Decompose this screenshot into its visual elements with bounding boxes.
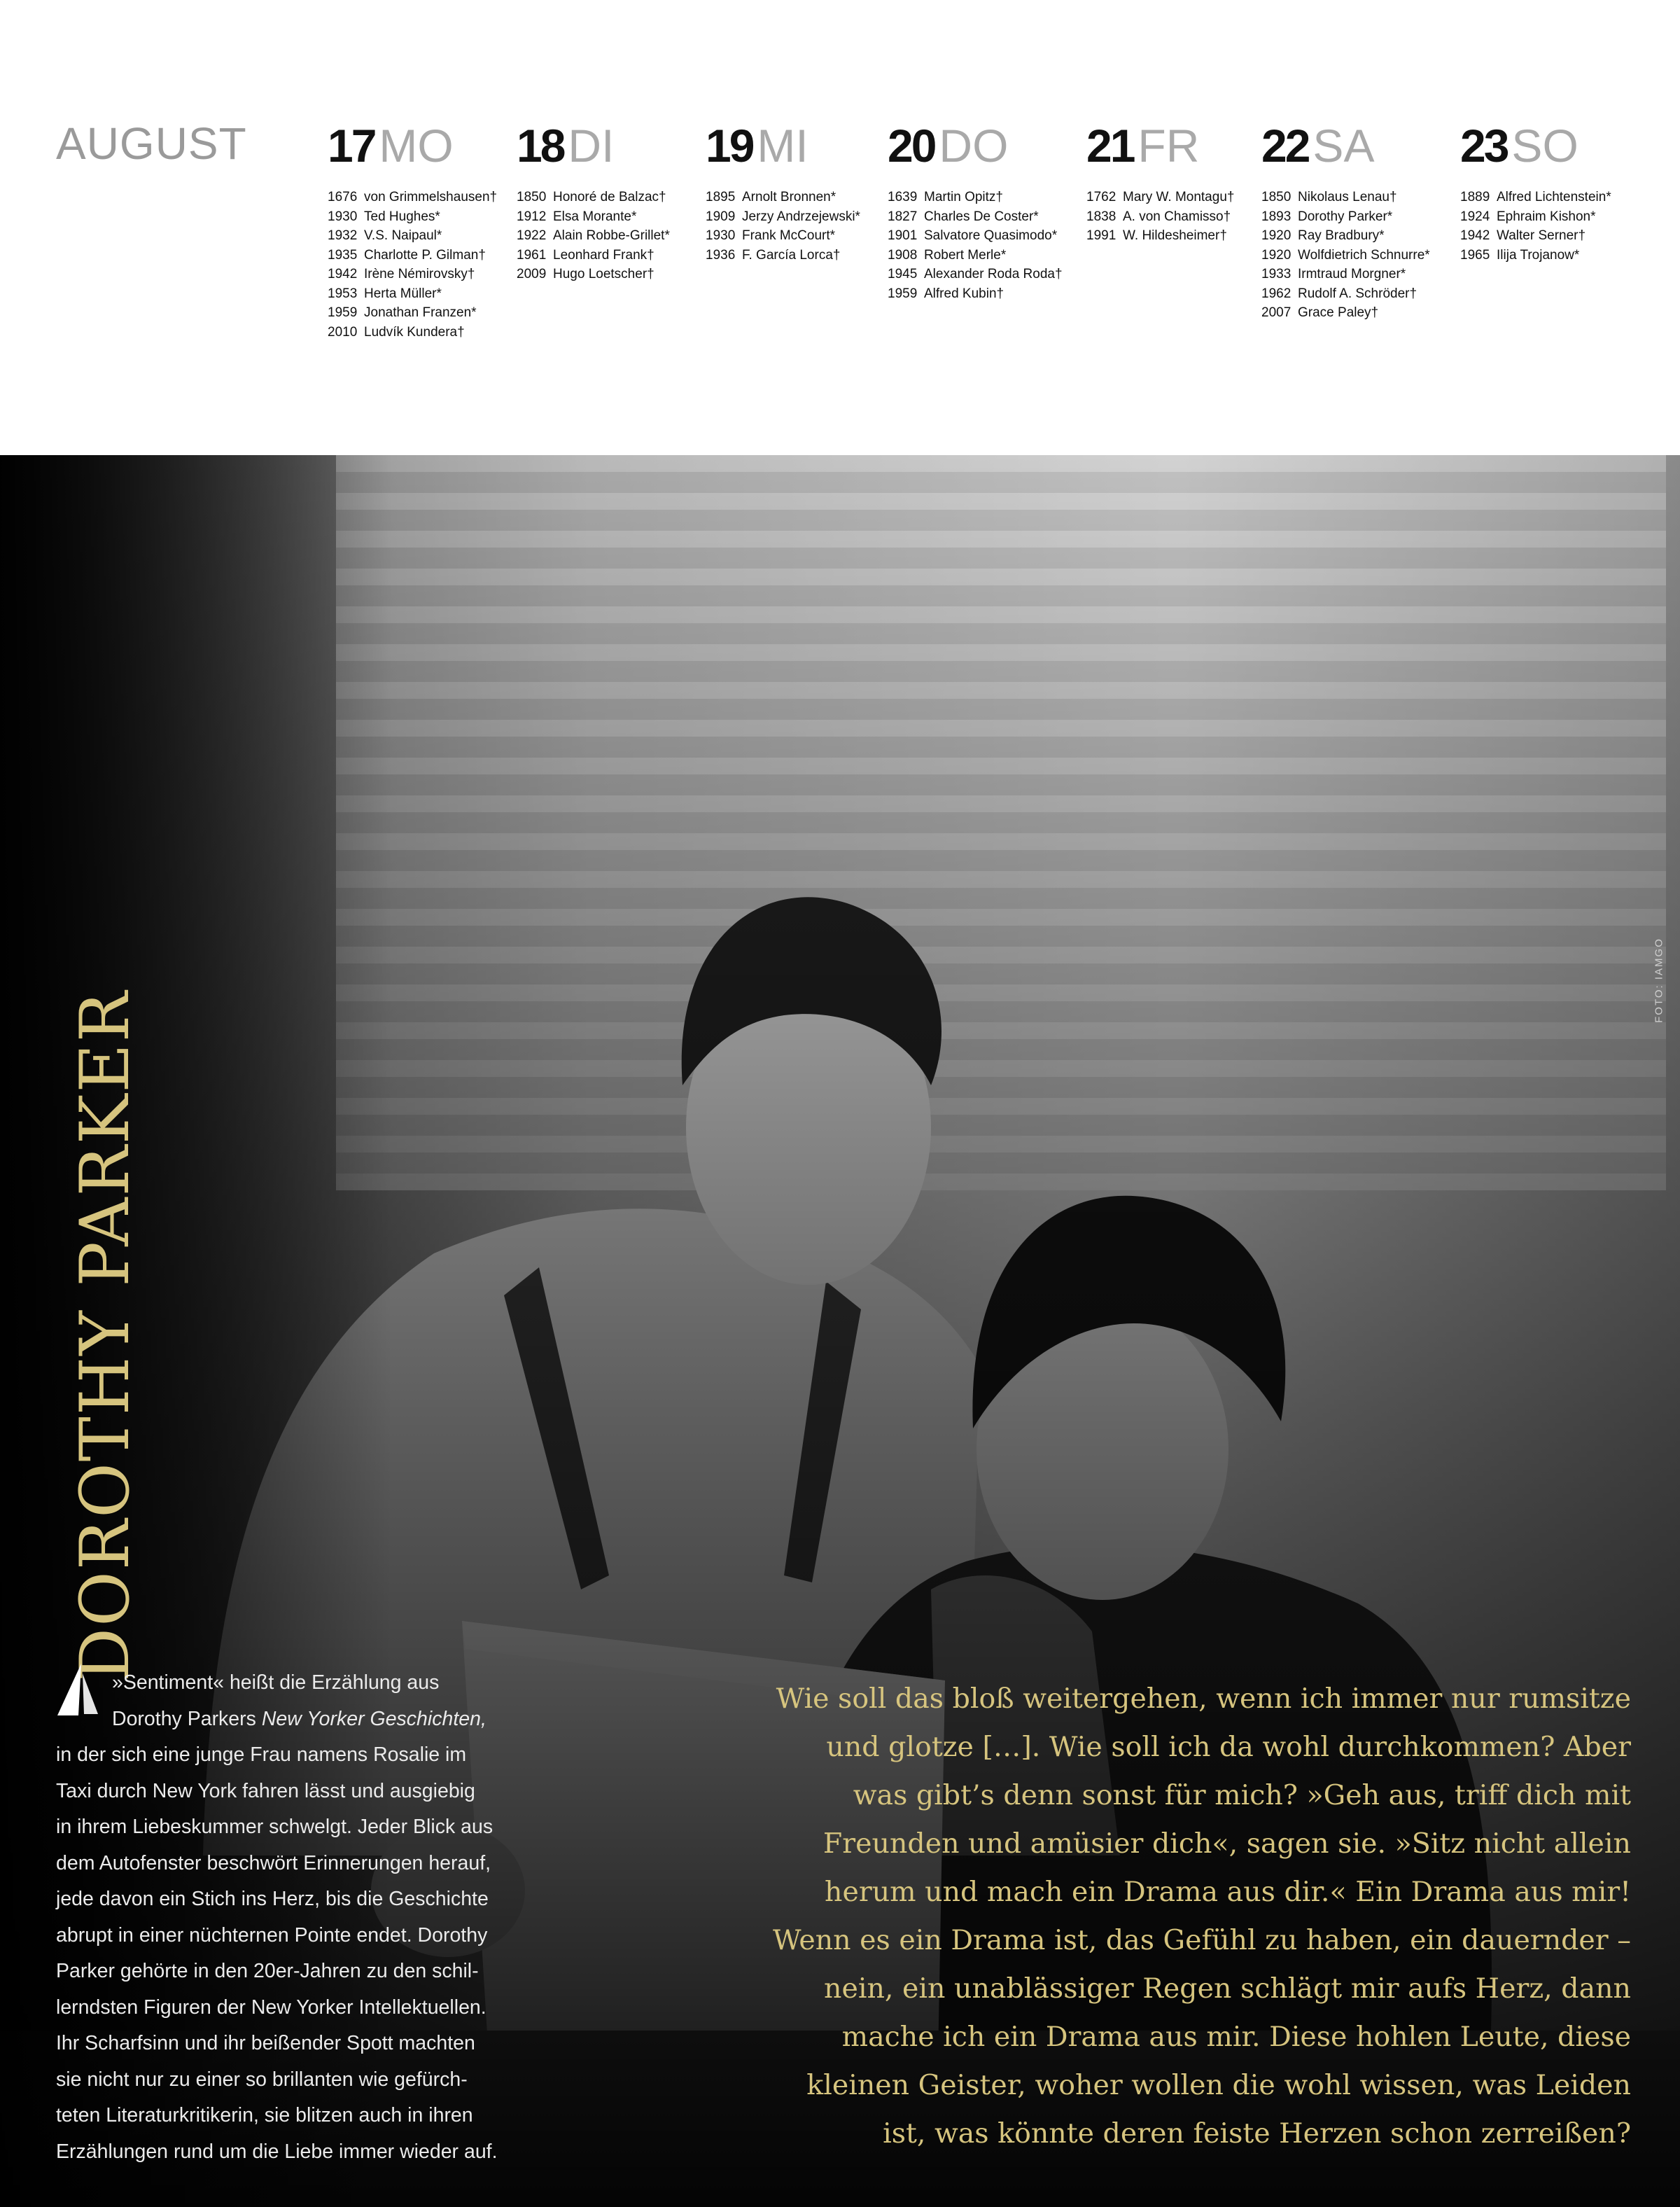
description-line: in der sich eine junge Frau namens Rosalie im xyxy=(56,1743,467,1766)
anniversary-entry: 1930 Frank McCourt* xyxy=(706,228,836,243)
description-line: sie nicht nur zu einer so brillanten wie gefürch- xyxy=(56,2068,468,2091)
day-column-21 xyxy=(1086,118,1234,246)
day-number: 19 xyxy=(706,120,753,172)
description-line: Taxi durch New York fahren lässt und ausgiebig xyxy=(56,1779,475,1802)
day-number: 21 xyxy=(1086,120,1134,172)
description-line: lerndsten Figuren der New Yorker Intellektuellen. xyxy=(56,1996,486,2019)
anniversary-entry: 1953 Herta Müller* xyxy=(328,286,442,301)
description-line: Parker gehörte in den 20er-Jahren zu den schil- xyxy=(56,1960,479,1982)
anniversary-entry: 1901 Salvatore Quasimodo* xyxy=(888,228,1058,243)
feature-title: DOROTHY PARKER xyxy=(66,990,144,1682)
photo-credit: FOTO: IAMGO xyxy=(1653,938,1665,1023)
feature-description xyxy=(56,1665,567,2170)
day-column-22 xyxy=(1261,118,1430,323)
anniversary-entry: 1924 Ephraim Kishon* xyxy=(1460,209,1596,224)
day-number: 17 xyxy=(328,120,375,172)
day-name: DO xyxy=(939,120,1009,172)
quote-line: ist, was könnte deren feiste Herzen schon zerreißen? xyxy=(883,2117,1631,2150)
anniversary-entry: 1676 von Grimmelshausen† xyxy=(328,190,498,204)
anniversary-entry: 1942 Walter Serner† xyxy=(1460,228,1586,243)
day-number: 23 xyxy=(1460,120,1508,172)
day-name: MI xyxy=(757,120,808,172)
day-number: 22 xyxy=(1261,120,1309,172)
quote-line: Wie soll das bloß weitergehen, wenn ich immer nur rumsitze xyxy=(776,1683,1631,1715)
anniversary-entry: 1936 F. García Lorca† xyxy=(706,247,841,263)
description-line: teten Literaturkritikerin, sie blitzen auch in ihren xyxy=(56,2104,473,2126)
month-label: AUGUST xyxy=(56,118,247,169)
day-column-17 xyxy=(328,118,497,342)
anniversary-entry: 1930 Ted Hughes* xyxy=(328,209,440,224)
anniversary-entry: 1959 Jonathan Franzen* xyxy=(328,305,477,320)
day-name: SA xyxy=(1312,120,1375,172)
day-name: SO xyxy=(1511,120,1578,172)
quote-line: Freunden und amüsier dich«, sagen sie. »Sitz nicht allein xyxy=(822,1827,1631,1860)
anniversary-entry: 1912 Elsa Morante* xyxy=(517,209,637,224)
quote-line: herum und mach ein Drama aus dir.« Ein Drama aus mir! xyxy=(825,1876,1631,1908)
quote-line: was gibt’s denn sonst für mich? »Geh aus, triff dich mit xyxy=(853,1779,1631,1811)
anniversary-entry: 2010 Ludvík Kundera† xyxy=(328,324,465,340)
anniversary-entry: 1962 Rudolf A. Schröder† xyxy=(1261,286,1418,301)
day-column-23 xyxy=(1460,118,1611,265)
anniversary-entry: 1961 Leonhard Frank† xyxy=(517,247,654,263)
anniversary-entry: 1932 V.S. Naipaul* xyxy=(328,228,442,243)
day-name: FR xyxy=(1138,120,1200,172)
day-number: 18 xyxy=(517,120,564,172)
anniversary-entry: 2009 Hugo Loetscher† xyxy=(517,267,654,281)
quote-line: nein, ein unablässiger Regen schlägt mir aufs Herz, dann xyxy=(824,1972,1631,2005)
anniversary-entry: 1933 Irmtraud Morgner* xyxy=(1261,267,1406,281)
anniversary-entry: 1639 Martin Opitz† xyxy=(888,190,1003,204)
description-line: dem Autofenster beschwört Erinnerungen herauf, xyxy=(56,1851,491,1874)
quote-line: kleinen Geister, woher wollen die wohl wissen, was Leiden xyxy=(806,2069,1631,2101)
anniversary-entry: 1909 Jerzy Andrzejewski* xyxy=(706,209,860,224)
anniversary-entry: 1893 Dorothy Parker* xyxy=(1261,209,1393,224)
anniversary-entry: 1895 Arnolt Bronnen* xyxy=(706,190,836,204)
anniversary-entry: 1920 Wolfdietrich Schnurre* xyxy=(1261,247,1430,263)
quote-line: mache ich ein Drama aus mir. Diese hohlen Leute, diese xyxy=(841,2021,1631,2053)
day-name: MO xyxy=(379,120,454,172)
feature-quote xyxy=(651,1675,1631,2158)
anniversary-entry: 1908 Robert Merle* xyxy=(888,247,1007,263)
anniversary-entry: 2007 Grace Paley† xyxy=(1261,305,1379,320)
quote-line: und glotze […]. Wie soll ich da wohl durchkommen? Aber xyxy=(826,1731,1631,1763)
anniversary-entry: 1935 Charlotte P. Gilman† xyxy=(328,247,486,263)
anniversary-entry: 1850 Honoré de Balzac† xyxy=(517,190,666,204)
anniversary-entry: 1945 Alexander Roda Roda† xyxy=(888,267,1063,281)
day-column-19 xyxy=(706,118,860,265)
description-line: Dorothy Parkers New Yorker Geschichten, xyxy=(112,1707,486,1730)
description-line: jede davon ein Stich ins Herz, bis die Geschichte xyxy=(56,1888,489,1910)
quote-line: Wenn es ein Drama ist, das Gefühl zu haben, ein dauernder – xyxy=(772,1924,1631,1956)
day-column-18 xyxy=(517,118,670,284)
anniversary-entry: 1922 Alain Robbe-Grillet* xyxy=(517,228,670,243)
book-title: New Yorker Geschichten, xyxy=(261,1707,486,1730)
anniversary-entry: 1965 Ilija Trojanow* xyxy=(1460,247,1580,263)
day-name: DI xyxy=(568,120,615,172)
description-line: »Sentiment« heißt die Erzählung aus xyxy=(112,1671,440,1694)
description-line: in ihrem Liebeskummer schwelgt. Jeder Blick aus xyxy=(56,1816,493,1838)
anniversary-entry: 1889 Alfred Lichtenstein* xyxy=(1460,190,1611,204)
anniversary-entry: 1827 Charles De Coster* xyxy=(888,209,1039,224)
anniversary-entry: 1838 A. von Chamisso† xyxy=(1086,209,1231,224)
anniversary-entry: 1762 Mary W. Montagu† xyxy=(1086,190,1235,204)
day-column-20 xyxy=(888,118,1063,303)
description-line: Ihr Scharfsinn und ihr beißender Spott machten xyxy=(56,2032,475,2054)
description-line: Erzählungen rund um die Liebe immer wieder auf. xyxy=(56,2140,498,2163)
description-line: abrupt in einer nüchternen Pointe endet. Dorothy xyxy=(56,1923,488,1947)
day-number: 20 xyxy=(888,120,935,172)
anniversary-entry: 1850 Nikolaus Lenau† xyxy=(1261,190,1397,204)
anniversary-entry: 1991 W. Hildesheimer† xyxy=(1086,228,1227,243)
anniversary-entry: 1959 Alfred Kubin† xyxy=(888,286,1004,301)
anniversary-entry: 1920 Ray Bradbury* xyxy=(1261,228,1385,243)
anniversary-entry: 1942 Irène Némirovsky† xyxy=(328,267,475,281)
